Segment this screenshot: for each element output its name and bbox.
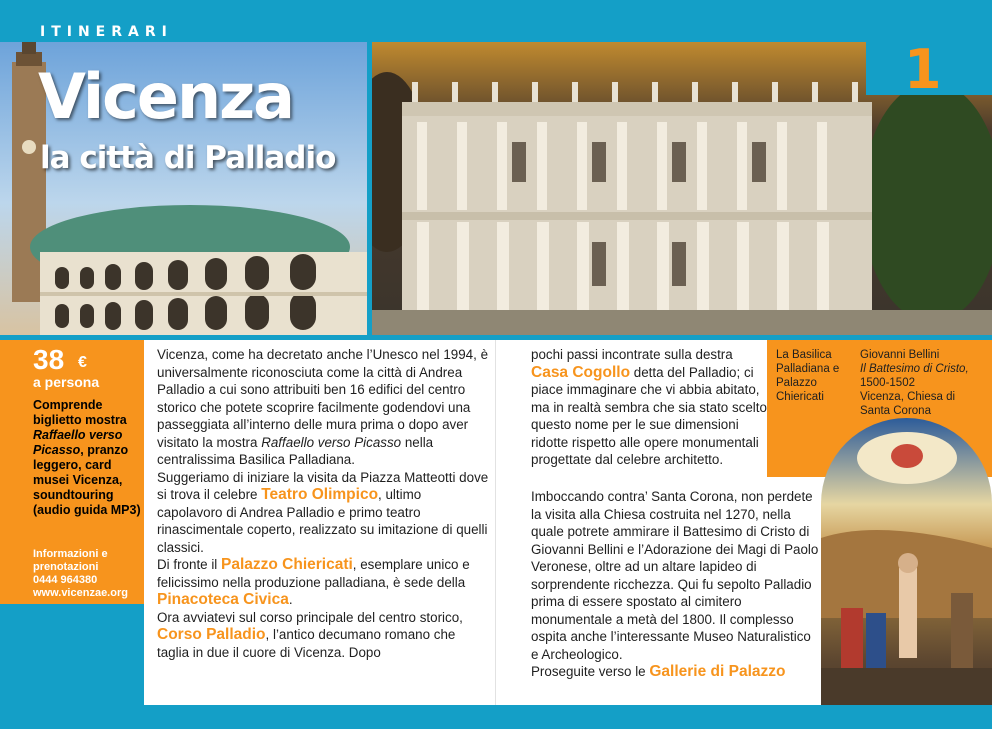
booking-info	[33, 548, 145, 600]
highlight-gallerie-di-palazzo: Gallerie di Palazzo	[649, 663, 786, 680]
text: .	[288, 592, 293, 607]
article-column-2-top	[531, 346, 767, 469]
column-divider	[495, 340, 496, 705]
text: , l’antico decumano romano che taglia in due il cuore di Vicenza. Dopo	[157, 627, 456, 660]
caption-years: 1500-1502	[860, 377, 915, 389]
exhibition-name: Raffaello verso Picasso	[261, 434, 402, 450]
page-number: 1	[904, 38, 942, 101]
text: Ora avviatevi sul corso principale del centro storico,	[157, 609, 463, 625]
page-subtitle: la città di Palladio	[40, 140, 336, 176]
includes-exhibition: Raffaello verso Picasso	[33, 428, 123, 457]
caption-basilica: La Basilica Palladiana e Palazzo Chiericati	[776, 349, 840, 403]
text: , ultimo capolavoro di Andrea Palladio e primo teatro rinascimentale coperto, realizzato su imitazione di quelli classici.	[157, 487, 488, 555]
includes-line-1: Comprende	[33, 398, 103, 412]
text: pochi passi incontrate sulla destra	[531, 347, 733, 362]
text: detta del Palladio; ci piace immaginare che vi abbia abitato, ma in realtà sembra che sia stato scelto questo nome per le sue dimensioni ridotte rispetto alle opere monumentali progettate dal celebre architetto.	[531, 364, 767, 467]
page-title: Vicenza	[38, 60, 294, 133]
article-column-2-bottom	[531, 488, 819, 681]
text: nella centralissima Basilica Palladiana.	[157, 434, 434, 467]
highlight-casa-cogollo: Casa Cogollo	[531, 363, 631, 381]
paragraph	[157, 609, 490, 662]
booking-phone: 0444 964380	[33, 574, 98, 586]
paragraph	[157, 346, 490, 469]
paragraph	[531, 663, 819, 681]
text: Imboccando contra’ Santa Corona, non perdete la visita alla Chiesa costruita nel 1270, nella quale potrete ammirare il Battesimo di Cristo di Giovanni Bellini e l’Adorazione dei Magi di Paolo Veronese, oltre ad un altare lapideo di sorprendente ricchezza. Qui fu sepolto Palladio prima di essere spostato al cimitero monumentale a metà del 1800. Il complesso ospita anche l’interessante Museo Naturalistico e Archeologico.	[531, 489, 819, 662]
highlight-teatro-olimpico: Teatro Olimpico	[261, 486, 379, 503]
paragraph	[157, 556, 490, 609]
caption-work: Il Battesimo di Cristo,	[860, 363, 969, 375]
booking-title: Informazioni e prenotazioni	[33, 548, 108, 573]
bellini-painting	[821, 418, 992, 705]
article-column-1	[157, 346, 490, 661]
text: Proseguite verso le	[531, 664, 650, 679]
paragraph	[157, 469, 490, 557]
text: Suggeriamo di iniziare la visita da Piazza Matteotti dove si trova il celebre	[157, 469, 489, 502]
booking-website[interactable]: www.vicenzae.org	[33, 587, 128, 599]
price-value: 38	[33, 344, 65, 375]
package-includes	[33, 398, 145, 518]
paragraph	[531, 488, 819, 663]
includes-rest: , pranzo leggero, card musei Vicenza, soundtouring (audio guida MP3)	[33, 443, 141, 517]
includes-line-2: biglietto mostra	[33, 413, 127, 427]
section-label: ITINERARI	[40, 24, 173, 40]
text: Vicenza, come ha decretato anche l’Unesco nel 1994, è universalmente riconosciuta come la città di Andrea Palladio a cui sono attribuiti ben 16 edifici del centro storico che potete scoprire facilmente godendovi una passeggiata all’interno delle mura prima o dopo aver visitato la mostra	[157, 347, 489, 450]
highlight-palazzo-chiericati: Palazzo Chiericati	[221, 556, 353, 573]
caption-author: Giovanni Bellini	[860, 349, 940, 361]
price-unit: a persona	[33, 374, 100, 390]
text: , esemplare unico e felicissimo nella produzione palladiana, è sede della	[157, 557, 470, 590]
text: Di fronte il	[157, 557, 221, 572]
caption-place: Vicenza, Chiesa di Santa Corona	[860, 391, 956, 417]
caption-painting	[860, 348, 980, 418]
price-currency: €	[78, 354, 87, 371]
highlight-corso-palladio: Corso Palladio	[157, 626, 266, 643]
highlight-pinacoteca-civica: Pinacoteca Civica	[157, 591, 289, 608]
paragraph	[531, 346, 767, 469]
